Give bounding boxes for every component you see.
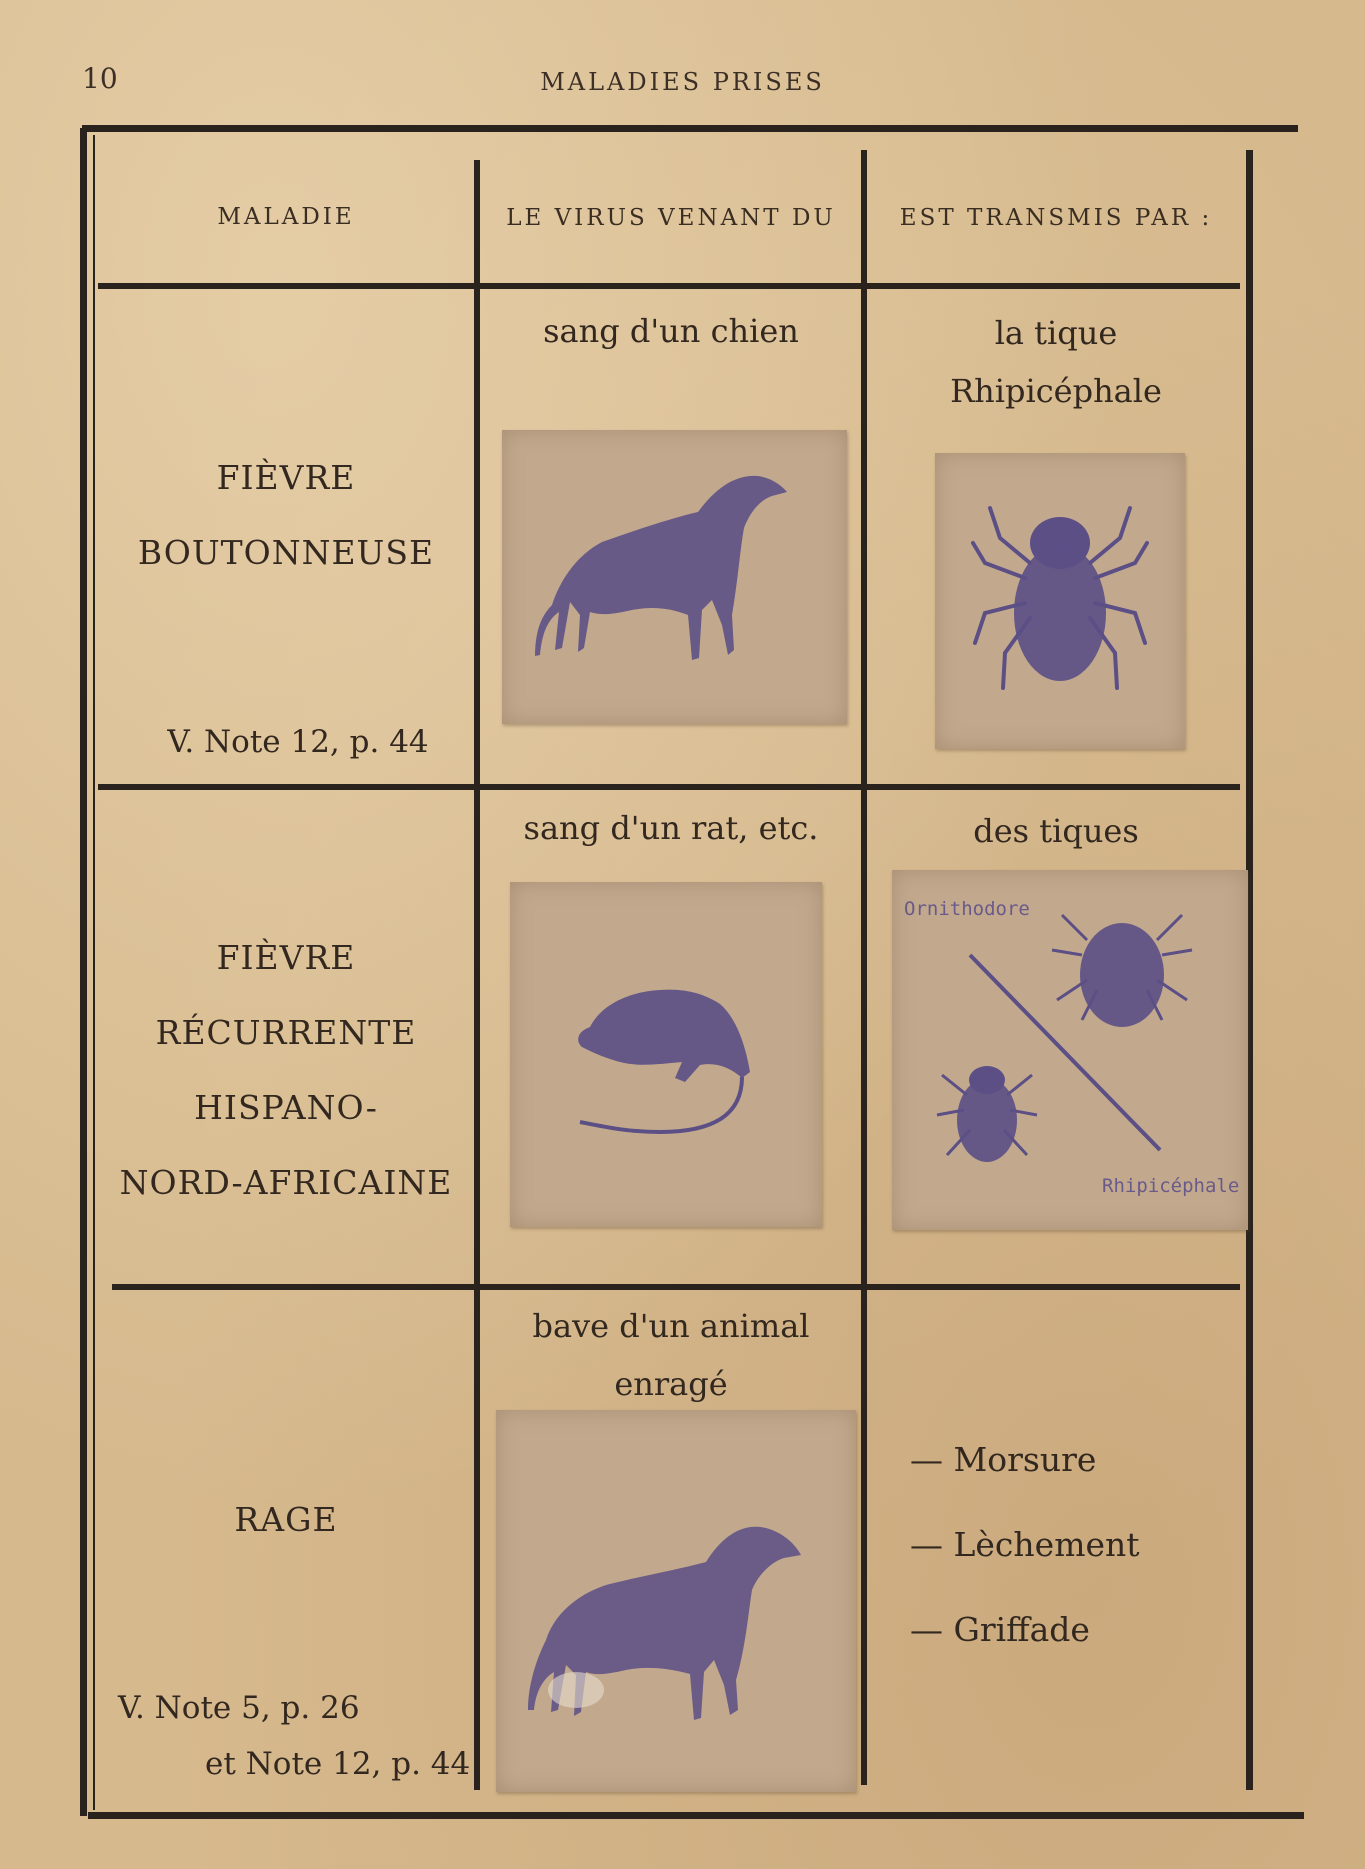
disease-line: BOUTONNEUSE xyxy=(137,533,435,572)
table-top-rule xyxy=(82,125,1298,132)
table-left-rule xyxy=(80,128,87,1816)
disease-line: NORD-AFRICAINE xyxy=(119,1163,453,1202)
ornithodore-label: Ornithodore xyxy=(904,898,1030,920)
rat-drawing xyxy=(510,882,822,1227)
vector-text xyxy=(868,304,1244,420)
column-rule-1 xyxy=(474,160,480,1790)
list-item: — Lèchement xyxy=(910,1525,1140,1564)
dog-drawing xyxy=(502,430,847,724)
column-header-source: LE VIRUS VENANT DU xyxy=(506,205,836,231)
dog-illustration xyxy=(496,1410,856,1792)
virus-source: sang d'un rat, etc. xyxy=(523,809,819,847)
header-row-rule xyxy=(98,283,1240,289)
tick-drawing xyxy=(935,453,1185,749)
disease-line: HISPANO- xyxy=(194,1088,378,1127)
table-bottom-rule xyxy=(88,1812,1304,1819)
source-line: bave d'un animal xyxy=(532,1307,810,1345)
two-ticks-illustration xyxy=(892,870,1248,1230)
disease-name-rage: RAGE xyxy=(234,1500,338,1539)
disease-name-fievre-recurrente xyxy=(98,920,474,1220)
rhipicephale-label: Rhipicéphale xyxy=(1102,1175,1240,1197)
dog-illustration xyxy=(502,430,847,724)
dog-drawing xyxy=(496,1410,856,1792)
disease-line: FIÈVRE xyxy=(216,458,356,497)
vector-line: Rhipicéphale xyxy=(950,372,1162,410)
tick-illustration xyxy=(935,453,1185,749)
running-title: MALADIES PRISES xyxy=(540,68,825,96)
source-line: enragé xyxy=(614,1365,728,1403)
vector-line: la tique xyxy=(994,314,1118,352)
list-item: — Morsure xyxy=(910,1440,1097,1479)
disease-name-fievre-boutonneuse xyxy=(98,440,474,590)
reference-note: et Note 12, p. 44 xyxy=(205,1746,471,1782)
list-item: — Griffade xyxy=(910,1610,1090,1649)
table-left-inner-rule xyxy=(93,135,95,1810)
virus-source xyxy=(482,1297,860,1413)
disease-line: FIÈVRE RÉCURRENTE xyxy=(155,938,417,1052)
column-rule-2 xyxy=(861,150,867,1785)
reference-note: V. Note 5, p. 26 xyxy=(118,1690,360,1726)
column-header-disease: MALADIE xyxy=(217,204,355,230)
row-rule-1 xyxy=(98,784,1240,790)
rat-illustration xyxy=(510,882,822,1227)
transmission-modes-list xyxy=(910,1440,1140,1695)
page-number: 10 xyxy=(82,62,118,95)
virus-source: sang d'un chien xyxy=(543,312,799,350)
column-header-transmission: EST TRANSMIS PAR : xyxy=(899,205,1213,231)
vector-text: des tiques xyxy=(973,812,1139,850)
row-rule-2 xyxy=(112,1284,1240,1290)
reference-note: V. Note 12, p. 44 xyxy=(167,724,429,760)
